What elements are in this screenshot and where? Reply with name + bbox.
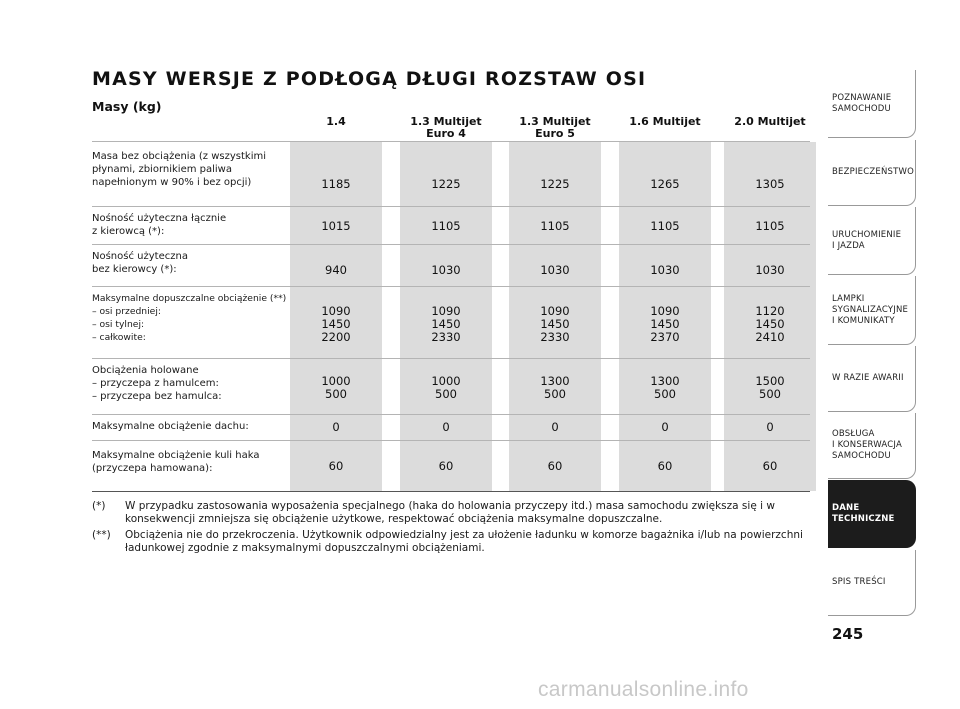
table-cell: 1030 [540, 263, 570, 277]
table-top-rule [92, 141, 810, 142]
table-cell: 0 [766, 420, 774, 434]
tab-bezpieczeństwo[interactable]: BEZPIECZEŃSTWO [828, 140, 916, 206]
table-cell: 1105 [431, 219, 461, 233]
row-label: Maksymalne obciążenie dachu: [92, 421, 249, 432]
column-header: 1.4 [326, 115, 346, 128]
row-label: Maksymalne dopuszczalne obciążenie (**) – osi przedniej: – osi tylnej: – całkowite: [92, 293, 287, 343]
table-cell: 60 [657, 459, 673, 473]
column-header: 1.6 Multijet [629, 115, 701, 128]
tab-poznawanie[interactable]: POZNAWANIE SAMOCHODU [828, 70, 916, 138]
table-cell: 1090 1450 2370 [650, 304, 680, 344]
table-cell: 1000 500 [321, 374, 351, 401]
table-cell: 1265 [650, 177, 680, 191]
footnote [92, 529, 810, 555]
footnote [92, 500, 810, 526]
row-separator [92, 206, 810, 207]
table-cell: 0 [332, 420, 340, 434]
row-label: Obciążenia holowane – przyczepa z hamulcem: – przyczepa bez hamulca: [92, 365, 222, 402]
row-label: Maksymalne obciążenie kuli haka (przyczepa hamowana): [92, 450, 260, 474]
table-cell: 1305 [755, 177, 785, 191]
table-cell: 60 [547, 459, 563, 473]
tab-spis-treści[interactable]: SPIS TREŚCI [828, 550, 916, 616]
table-cell: 1090 1450 2330 [431, 304, 461, 344]
table-cell: 1015 [321, 219, 351, 233]
footnote-text: W przypadku zastosowania wyposażenia specjalnego (haka do holowania przyczepy itd.) masa samochodu zwiększa się i w konsekwencji zmniejsza się obciążenie użytkowe, respektować obciążenia maksymalne dopuszczalne. [125, 500, 775, 525]
row-label: Nośność użyteczna łącznie z kierowcą (*): [92, 213, 227, 237]
table-cell: 1500 500 [755, 374, 785, 401]
table-cell: 1105 [540, 219, 570, 233]
table-cell: 1300 500 [650, 374, 680, 401]
table-cell: 1000 500 [431, 374, 461, 401]
row-separator [92, 286, 810, 287]
table-cell: 1090 1450 2200 [321, 304, 351, 344]
footnote-mark: (*) [92, 500, 106, 512]
tab-obsługa[interactable]: OBSŁUGA I KONSERWACJA SAMOCHODU [828, 413, 916, 479]
table-cell: 1030 [755, 263, 785, 277]
table-cell: 60 [328, 459, 344, 473]
watermark: carmanualsonline.info [538, 678, 749, 701]
table-subtitle: Masy (kg) [92, 99, 162, 114]
row-separator [92, 440, 810, 441]
page-title: MASY WERSJE Z PODŁOGĄ DŁUGI ROZSTAW OSI [92, 68, 647, 90]
table-cell: 1185 [321, 177, 351, 191]
row-label: Nośność użyteczna bez kierowcy (*): [92, 251, 188, 275]
footnotes [92, 500, 810, 558]
table-cell: 1105 [755, 219, 785, 233]
table-cell: 60 [762, 459, 778, 473]
column-header: 1.3 Multijet Euro 4 [410, 115, 482, 140]
tab-w-razie-awarii[interactable]: W RAZIE AWARII [828, 346, 916, 412]
table-cell: 1030 [650, 263, 680, 277]
row-separator [92, 414, 810, 415]
tab-lampki[interactable]: LAMPKI SYGNALIZACYJNE I KOMUNIKATY [828, 276, 916, 345]
table-cell: 1090 1450 2330 [540, 304, 570, 344]
tab-uruchomienie[interactable]: URUCHOMIENIE I JAZDA [828, 207, 916, 275]
table-cell: 940 [325, 263, 347, 277]
table-cell: 1105 [650, 219, 680, 233]
row-separator [92, 244, 810, 245]
table-bottom-rule [92, 491, 810, 492]
page-number: 245 [832, 625, 864, 643]
table-cell: 1120 1450 2410 [755, 304, 785, 344]
table-cell: 1030 [431, 263, 461, 277]
table-cell: 0 [661, 420, 669, 434]
table-cell: 1225 [540, 177, 570, 191]
row-separator [92, 358, 810, 359]
footnote-text: Obciążenia nie do przekroczenia. Użytkownik odpowiedzialny jest za ułożenie ładunku w komorze bagażnika i/lub na powierzchni ładunkowej zgodnie z maksymalnymi dopuszczalnymi obciążeniami. [125, 529, 803, 554]
table-cell: 1300 500 [540, 374, 570, 401]
row-label: Masa bez obciążenia (z wszystkimi płynami, zbiornikiem paliwa napełnionym w 90% i bez opcji) [92, 151, 266, 188]
table-cell: 0 [442, 420, 450, 434]
footnote-mark: (**) [92, 529, 111, 541]
tab-dane[interactable]: DANE TECHNICZNE [828, 480, 916, 548]
column-header: 2.0 Multijet [734, 115, 806, 128]
table-cell: 1225 [431, 177, 461, 191]
table-cell: 0 [551, 420, 559, 434]
table-cell: 60 [438, 459, 454, 473]
column-header: 1.3 Multijet Euro 5 [519, 115, 591, 140]
